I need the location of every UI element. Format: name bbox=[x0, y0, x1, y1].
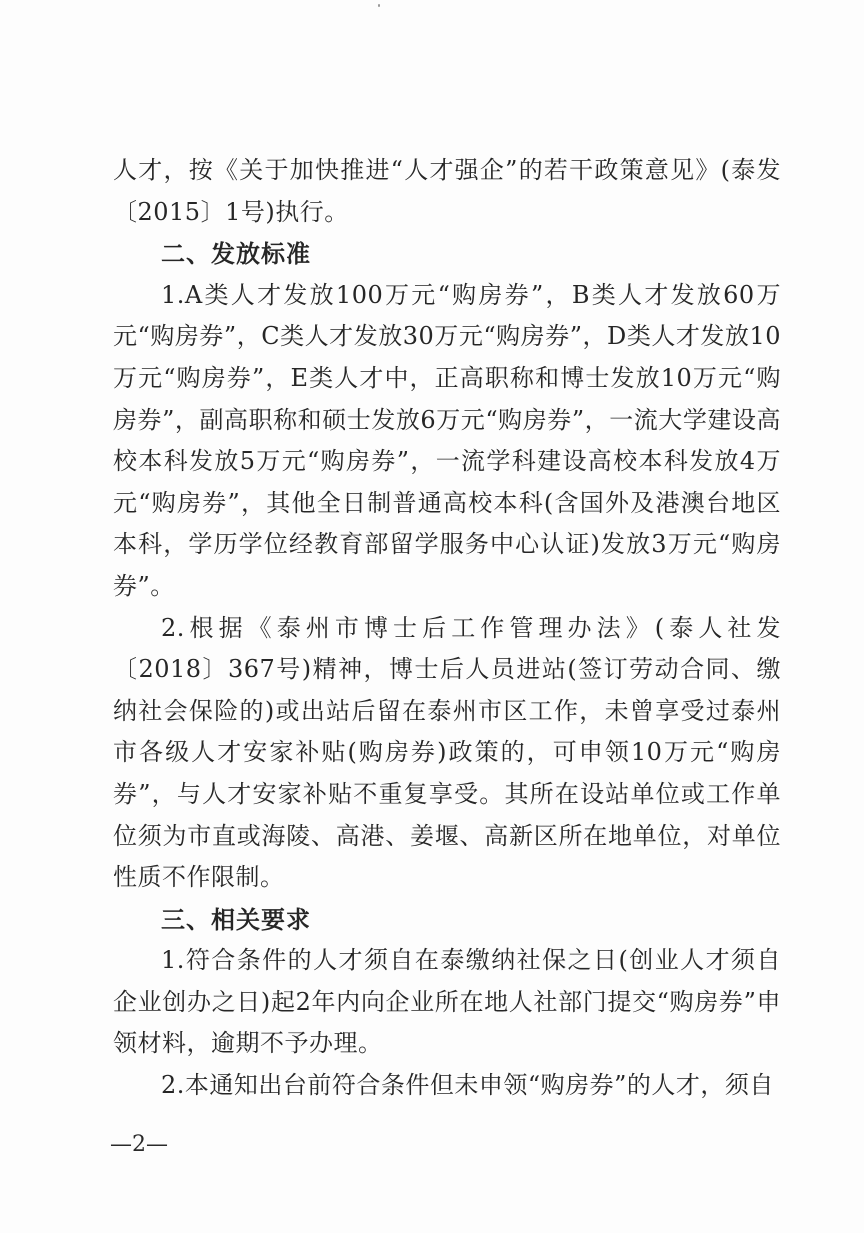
page-number: —2— bbox=[110, 1132, 168, 1157]
paragraph-requirements-2: 2.本通知出台前符合条件但未申领“购房券”的人才，须自 bbox=[161, 1071, 774, 1100]
paragraph-continuation: 人才，按《关于加快推进“人才强企”的若干政策意见》(泰发〔2015〕1号)执行。 bbox=[113, 156, 781, 226]
section-heading-standards: 二、发放标准 bbox=[161, 239, 311, 269]
paragraph-requirements-1: 1.符合条件的人才须自在泰缴纳社保之日(创业人才须自企业创办之日)起2年内向企业所在地人社部门提交“购房券”申领材料，逾期不予办理。 bbox=[113, 946, 781, 1058]
paragraph-standards-2: 2.根据《泰州市博士后工作管理办法》(泰人社发〔2018〕367号)精神，博士后人员进站(签订劳动合同、缴纳社会保险的)或出站后留在泰州市区工作，未曾享受过泰州市各级人才安家补贴(购房券)政策的，可申领10万元“购房券”，与人才安家补贴不重复享受。其所在设站单位或工作单位须为市直或海陵、高港、姜堰、高新区所在地单位，对单位性质不作限制。 bbox=[113, 613, 781, 892]
document-body bbox=[113, 150, 781, 1107]
paragraph-standards-1: 1.A类人才发放100万元“购房券”，B类人才发放60万元“购房券”，C类人才发放30万元“购房券”，D类人才发放10万元“购房券”，E类人才中，正高职称和博士发放10万元“购房券”，副高职称和硕士发放6万元“购房券”，一流大学建设高校本科发放5万元“购房券”，一流学科建设高校本科发放4万元“购房券”，其他全日制普通高校本科(含国外及港澳台地区本科，学历学位经教育部留学服务中心认证)发放3万元“购房券”。 bbox=[113, 280, 781, 600]
section-heading-requirements: 三、相关要求 bbox=[161, 904, 311, 934]
scan-speck bbox=[378, 4, 380, 7]
